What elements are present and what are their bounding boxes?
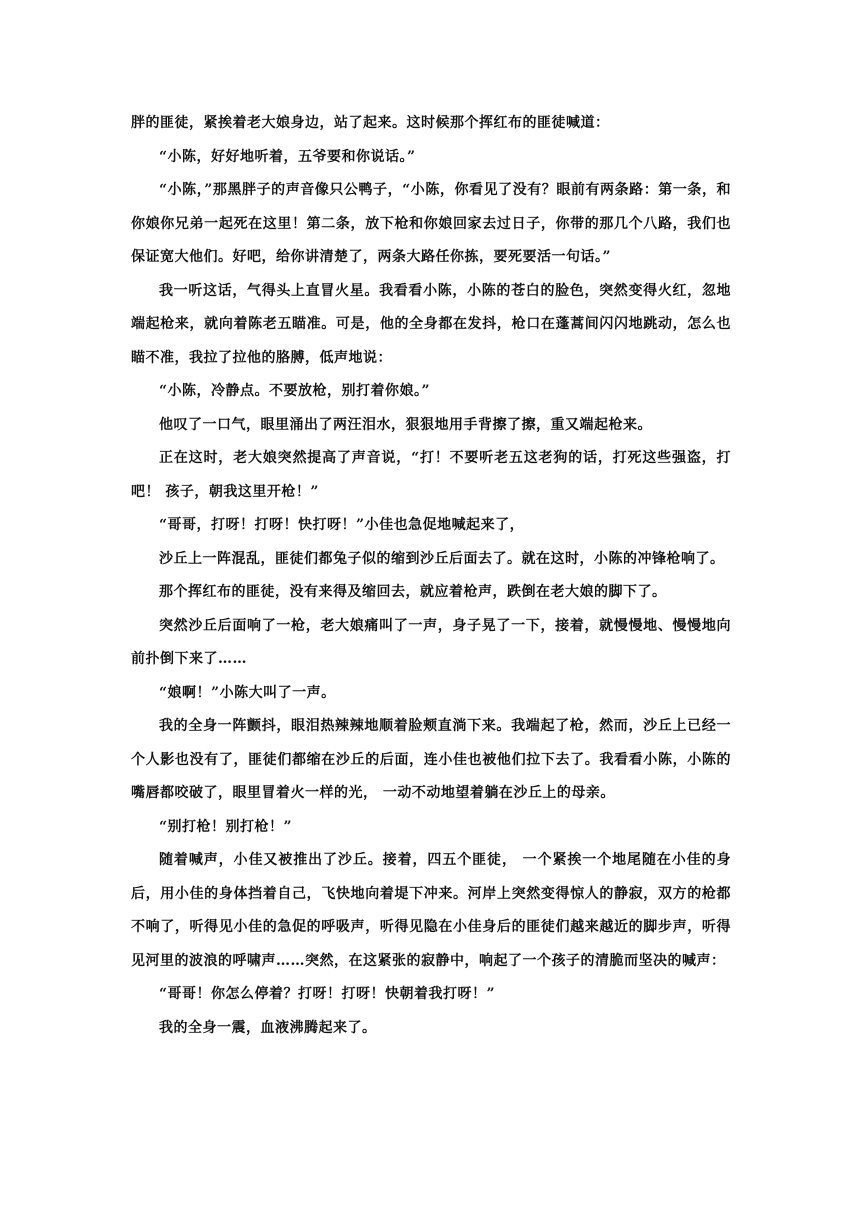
paragraph: 那个挥红布的匪徒，没有来得及缩回去，就应着枪声，跌倒在老大娘的脚下了。 <box>159 584 667 600</box>
paragraph: “娘啊！”小陈大叫了一声。 <box>159 684 336 701</box>
story-text <box>131 107 731 1045</box>
paragraph: 正在这时，老大娘突然提高了声音说，“打！不要听老五这老狗的话，打死这些强盗，打吧！ 孩子，朝我这里开枪！” <box>131 450 731 500</box>
paragraph: “哥哥，打呀！打呀！快打呀！”小佳也急促地喊起来了， <box>159 517 525 533</box>
paragraph: 我一听这话，气得头上直冒火星。我看看小陈，小陈的苍白的脸色，突然变得火红，忽地端起枪来，就向着陈老五瞄准。可是，他的全身都在发抖，枪口在蓬蒿间闪闪地跳动，怎么也瞄不准，我拉了拉他的胳膊，低声地说： <box>131 282 731 366</box>
paragraph: 突然沙丘后面响了一枪，老大娘痛叫了一声，身子晃了一下，接着，就慢慢地、慢慢地向前扑倒下来了…… <box>131 617 731 667</box>
paragraph: “哥哥！你怎么停着？打呀！打呀！快朝着我打呀！” <box>159 986 496 1002</box>
paragraph: “别打枪！别打枪！” <box>159 818 293 835</box>
paragraph: 他叹了一口气，眼里涌出了两汪泪水，狠狠地用手背擦了擦，重又端起枪来。 <box>159 416 652 433</box>
paragraph: “小陈，”那黑胖子的声音像只公鸭子，“小陈，你看见了没有？眼前有两条路：第一条，和你娘你兄弟一起死在这里！第二条，放下枪和你娘回家去过日子，你带的那几个八路，我们也保证宽大他们。好吧，给你讲清楚了，两条大路任你拣，要死要活一句话。” <box>131 182 731 265</box>
paragraph: 胖的匪徒，紧挨着老大娘身边，站了起来。这时候那个挥红布的匪徒喊道： <box>131 115 610 131</box>
paragraph: “小陈，好好地听着，五爷要和你说话。” <box>159 148 416 165</box>
paragraph: 我的全身一震，血液沸腾起来了。 <box>159 1019 377 1036</box>
paragraph: “小陈，冷静点。不要放枪，别打着你娘。” <box>159 383 431 399</box>
paragraph: 随着喊声，小佳又被推出了沙丘。接着，四五个匪徒， 一个紧挨一个地尾随在小佳的身后，用小佳的身体挡着自己，飞快地向着堤下冲来。河岸上突然变得惊人的静寂，双方的枪都不响了，听得见小佳的急促的呼吸声，听得见隐在小佳身后的匪徒们越来越近的脚步声，听得见河里的波浪的呼啸声……突然，在这紧张的寂静中，响起了一个孩子的清脆而坚决的喊声： <box>131 852 731 969</box>
paragraph: 沙丘上一阵混乱，匪徒们都兔子似的缩到沙丘后面去了。就在这时，小陈的冲锋枪响了。 <box>159 550 725 567</box>
paragraph: 我的全身一阵颤抖，眼泪热辣辣地顺着脸颊直淌下来。我端起了枪，然而，沙丘上已经一个人影也没有了，匪徒们都缩在沙丘的后面，连小佳也被他们拉下去了。我看看小陈，小陈的嘴唇都咬破了，眼里冒着火一样的光， 一动不动地望着躺在沙丘上的母亲。 <box>131 718 731 801</box>
